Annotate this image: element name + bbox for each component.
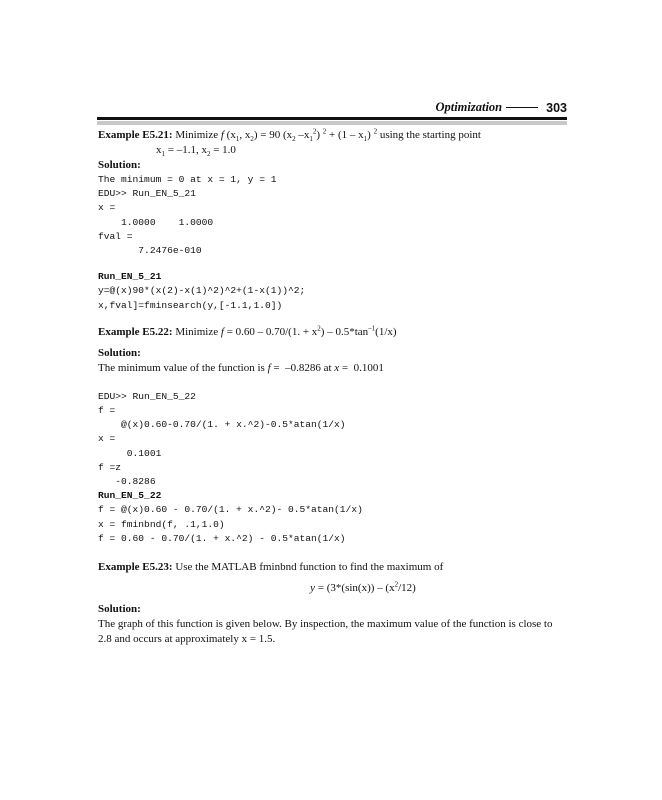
- code-title: Run_EN_5_22: [98, 490, 162, 502]
- code-line: x =: [98, 202, 116, 214]
- example-521-statement: Example E5.21: Minimize f ($x_1$, $x_2) = 90$ ($x_2$ $-x_1^2$) $^2 + (1 - x_1)$ $^2$ using the starting point: [98, 127, 481, 144]
- section-title: Optimization: [435, 100, 503, 114]
- code-line: y=@(x)90*(x(2)-x(1)^2)^2+(1-x(1))^2;: [98, 285, 306, 297]
- example-label: Example E5.21:: [98, 129, 173, 141]
- example-521-solution-heading: Solution:: [98, 159, 141, 171]
- code-line: fval =: [98, 230, 133, 242]
- code-line: EDU>> Run_EN_5_22: [98, 390, 196, 402]
- example-522-output: [98, 390, 568, 489]
- code-line: @(x)0.60-0.70/(1. + x.^2)-0.5*atan(1/x): [98, 419, 346, 431]
- example-label: Example E5.23:: [98, 561, 173, 574]
- example-521-output: [98, 173, 568, 258]
- code-line: x,fval]=fminsearch(y,[-1.1,1.0]): [98, 299, 283, 311]
- example-522-solution-heading: Solution:: [98, 346, 141, 359]
- header-dash: [506, 107, 538, 108]
- code-line: f =z: [98, 461, 122, 473]
- example-522-statement: Example E5.22: Minimize f = 0.60 – 0.70/(1. + $x^2) - 0.5*\tan^{-1}(1/x)$: [98, 324, 397, 338]
- code-line: x = fminbnd(f, .1,1.0): [98, 518, 225, 530]
- code-line: 7.2476e-010: [98, 245, 202, 257]
- code-line: 1.0000 1.0000: [98, 216, 214, 228]
- page-number: 303: [546, 100, 567, 115]
- code-line: The minimum = 0 at x = 1, y = 1: [98, 174, 277, 185]
- example-522-result: The minimum value of the function is f = –0.8286 at x = 0.1001: [98, 361, 384, 374]
- example-label: Example E5.22:: [98, 325, 173, 338]
- code-line: x =: [98, 433, 116, 445]
- code-line: EDU>> Run_EN_5_21: [98, 188, 196, 200]
- code-title: Run_EN_5_21: [98, 271, 162, 283]
- page-body: [98, 128, 568, 647]
- header-rule: [97, 117, 567, 120]
- example-523-equation: $y = (3*(\sin(x)) - (x^2/12)$: [310, 580, 416, 595]
- example-523-solution-heading: Solution:: [98, 603, 141, 616]
- code-line: -0.8286: [98, 476, 156, 488]
- example-523-statement: Example E5.23: Use the MATLAB fminbnd function to find the maximum of: [98, 561, 444, 574]
- example-521-start-point: $x_1 = -1.1$, $x_2 = 1.0$: [156, 144, 236, 159]
- code-line: f = @(x)0.60 - 0.70/(1. + x.^2)- 0.5*atan(1/x): [98, 504, 363, 516]
- header-rule-shade: [97, 121, 567, 125]
- code-line: 0.1001: [98, 447, 162, 459]
- running-header: [435, 100, 567, 115]
- code-line: f = 0.60 - 0.70/(1. + x.^2) - 0.5*atan(1/x): [98, 532, 346, 544]
- example-523-paragraph: The graph of this function is given below. By inspection, the maximum value of the function is close to 2.8 and occurs at approximately x = 1.5.: [98, 618, 553, 646]
- code-line: f =: [98, 405, 116, 417]
